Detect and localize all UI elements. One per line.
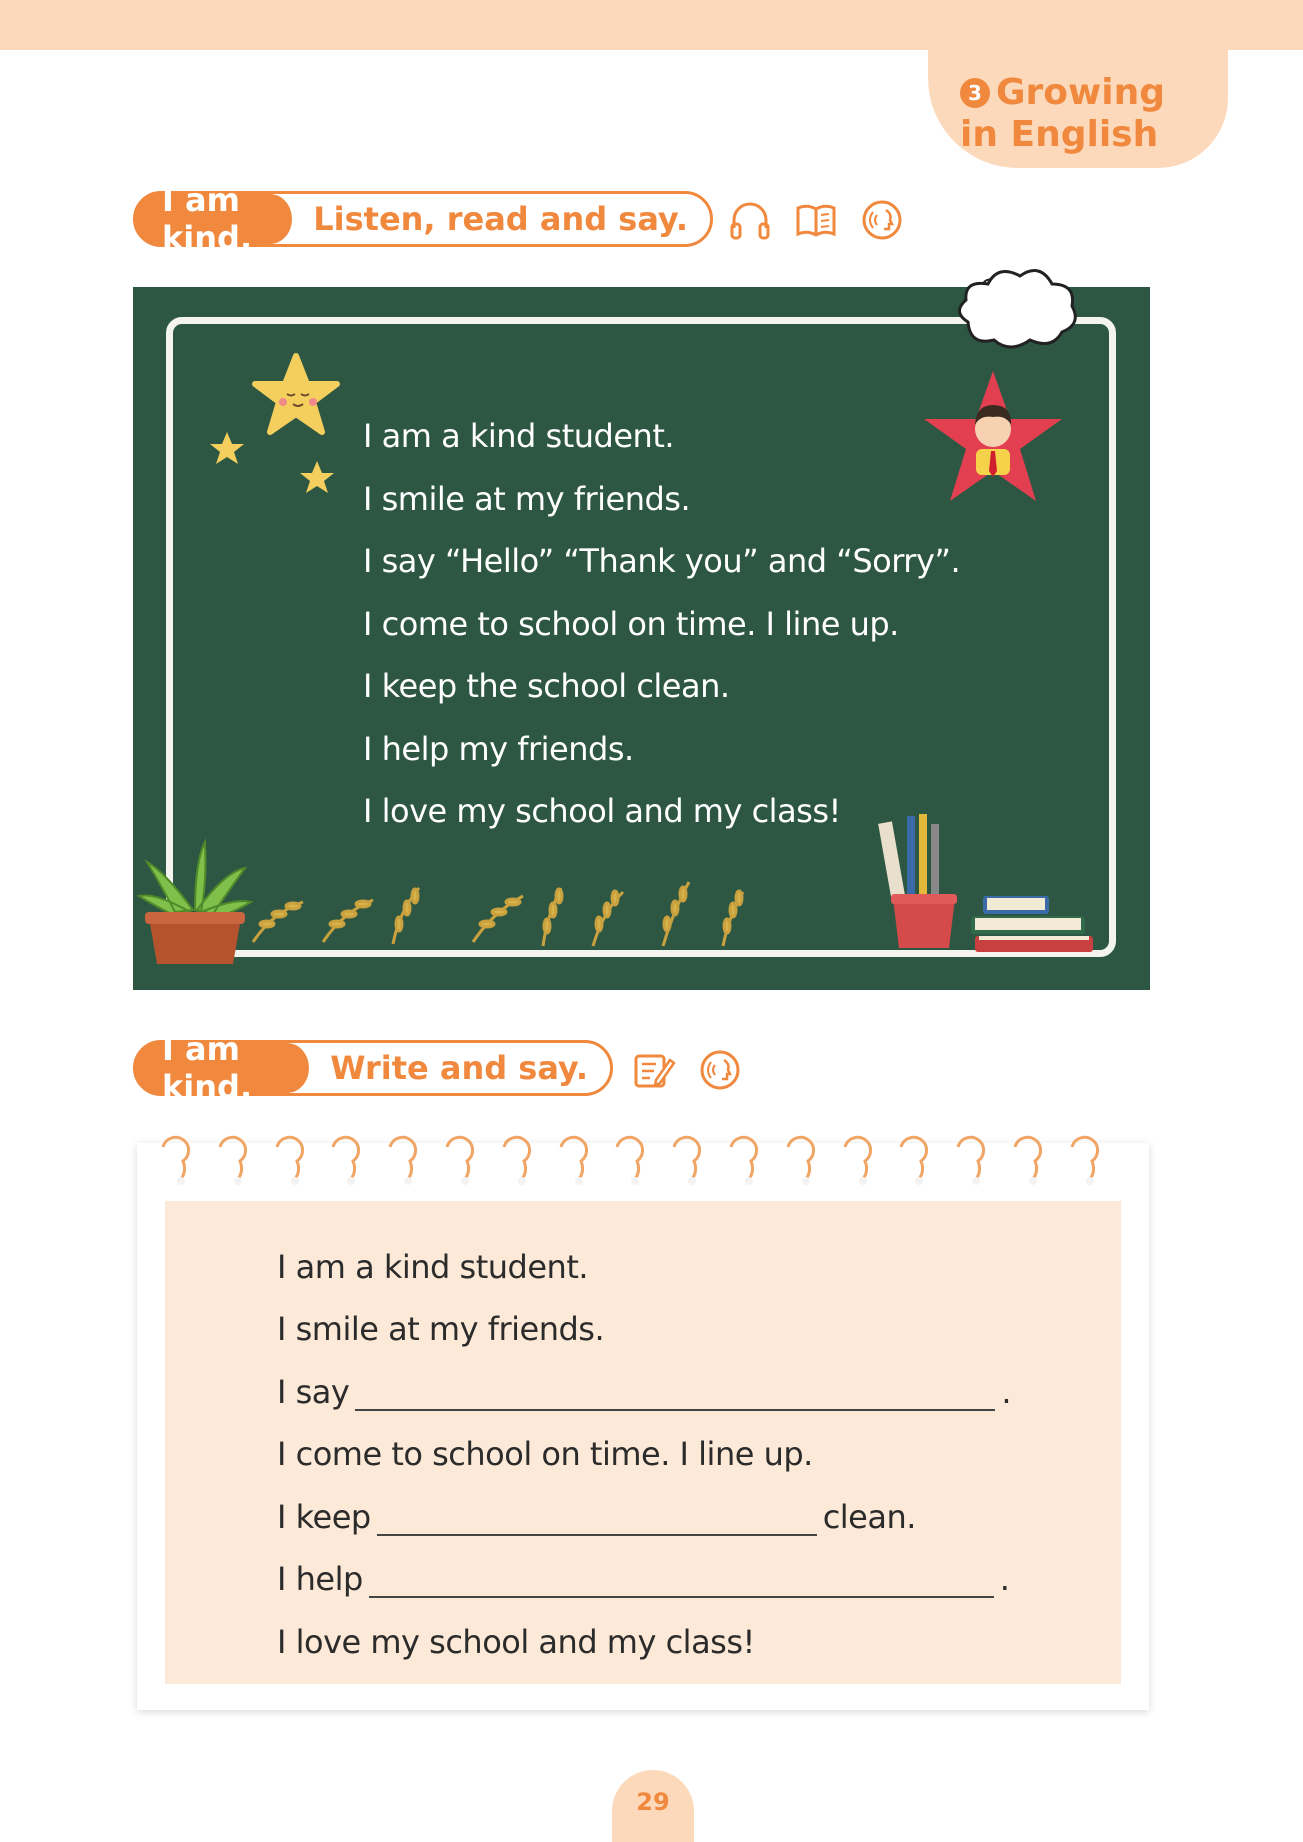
ring-icon bbox=[782, 1131, 820, 1189]
section-header-write bbox=[133, 1030, 613, 1106]
ring-icon bbox=[327, 1131, 365, 1189]
ring-icon bbox=[611, 1131, 649, 1189]
ring-icon bbox=[555, 1131, 593, 1189]
line-text: . bbox=[1001, 1372, 1011, 1411]
section-topic-pill: I am kind. bbox=[136, 194, 295, 244]
notebook-line bbox=[277, 1233, 1077, 1296]
book-icon bbox=[794, 198, 838, 242]
small-star-icon bbox=[208, 430, 246, 466]
notebook-line bbox=[277, 1483, 1077, 1546]
section-topic-pill: I am kind. bbox=[136, 1043, 312, 1093]
line-text: I am a kind student. bbox=[277, 1247, 589, 1286]
line-text: . bbox=[999, 1560, 1010, 1598]
ring-icon bbox=[498, 1131, 536, 1189]
notebook bbox=[137, 1143, 1149, 1710]
unit-title-line2: in English bbox=[960, 114, 1159, 155]
activity-icons bbox=[728, 198, 904, 242]
line-text: I smile at my friends. bbox=[277, 1310, 605, 1348]
chalkboard-text bbox=[363, 405, 961, 843]
notebook-line bbox=[277, 1608, 1077, 1671]
ring-icon bbox=[214, 1131, 252, 1189]
line-text: clean. bbox=[822, 1497, 916, 1536]
boy-star-icon bbox=[918, 367, 1068, 517]
potted-plant-icon bbox=[135, 832, 255, 972]
write-icon bbox=[632, 1048, 676, 1092]
answer-blank-keep[interactable] bbox=[377, 1506, 817, 1536]
board-line: I help my friends. bbox=[363, 729, 634, 768]
small-star-icon bbox=[298, 459, 336, 495]
notebook-page bbox=[165, 1201, 1121, 1684]
notebook-text bbox=[277, 1233, 1077, 1671]
answer-blank-help[interactable] bbox=[369, 1568, 994, 1598]
speak-icon bbox=[860, 198, 904, 242]
line-text: I keep bbox=[277, 1497, 371, 1536]
unit-number-badge: 3 bbox=[960, 78, 990, 108]
notebook-line bbox=[277, 1358, 1077, 1421]
ring-icon bbox=[384, 1131, 422, 1189]
line-text: I say bbox=[277, 1372, 350, 1411]
answer-blank-say[interactable] bbox=[355, 1381, 995, 1411]
board-line: I say “Hello” “Thank you” and “Sorry”. bbox=[363, 542, 961, 580]
line-text: I love my school and my class! bbox=[277, 1622, 755, 1661]
ring-icon bbox=[839, 1131, 877, 1189]
notebook-line bbox=[277, 1546, 1077, 1609]
speak-icon bbox=[698, 1048, 742, 1092]
unit-title bbox=[960, 72, 1190, 156]
headphones-icon bbox=[728, 198, 772, 242]
ring-icon bbox=[441, 1131, 479, 1189]
page-number: 29 bbox=[612, 1770, 694, 1842]
ring-icon bbox=[895, 1131, 933, 1189]
section-instruction: Listen, read and say. bbox=[313, 200, 688, 238]
notebook-line bbox=[277, 1296, 1077, 1359]
pencils-and-books-icon bbox=[863, 812, 1093, 952]
line-text: I help bbox=[277, 1560, 363, 1598]
ring-icon bbox=[1066, 1131, 1104, 1189]
unit-title-line1: Growing bbox=[996, 72, 1166, 113]
ring-icon bbox=[271, 1131, 309, 1189]
chalkboard bbox=[133, 287, 1150, 990]
board-line: I keep the school clean. bbox=[363, 667, 730, 705]
smiling-star-icon bbox=[251, 352, 341, 437]
board-line: I love my school and my class! bbox=[363, 792, 841, 830]
ring-icon bbox=[725, 1131, 763, 1189]
notebook-rings bbox=[157, 1131, 1104, 1189]
ring-icon bbox=[1009, 1131, 1047, 1189]
cloud-large-icon bbox=[948, 262, 1083, 357]
ring-icon bbox=[668, 1131, 706, 1189]
board-line: I am a kind student. bbox=[363, 417, 675, 455]
line-text: I come to school on time. I line up. bbox=[277, 1435, 813, 1473]
ring-icon bbox=[952, 1131, 990, 1189]
ring-icon bbox=[157, 1131, 195, 1189]
wheat-decoration-icon bbox=[243, 872, 843, 952]
activity-icons bbox=[632, 1048, 742, 1092]
notebook-line bbox=[277, 1421, 1077, 1484]
board-line: I smile at my friends. bbox=[363, 479, 691, 518]
section-header-listen bbox=[133, 181, 713, 257]
section-instruction: Write and say. bbox=[330, 1049, 588, 1087]
board-line: I come to school on time. I line up. bbox=[363, 604, 899, 643]
